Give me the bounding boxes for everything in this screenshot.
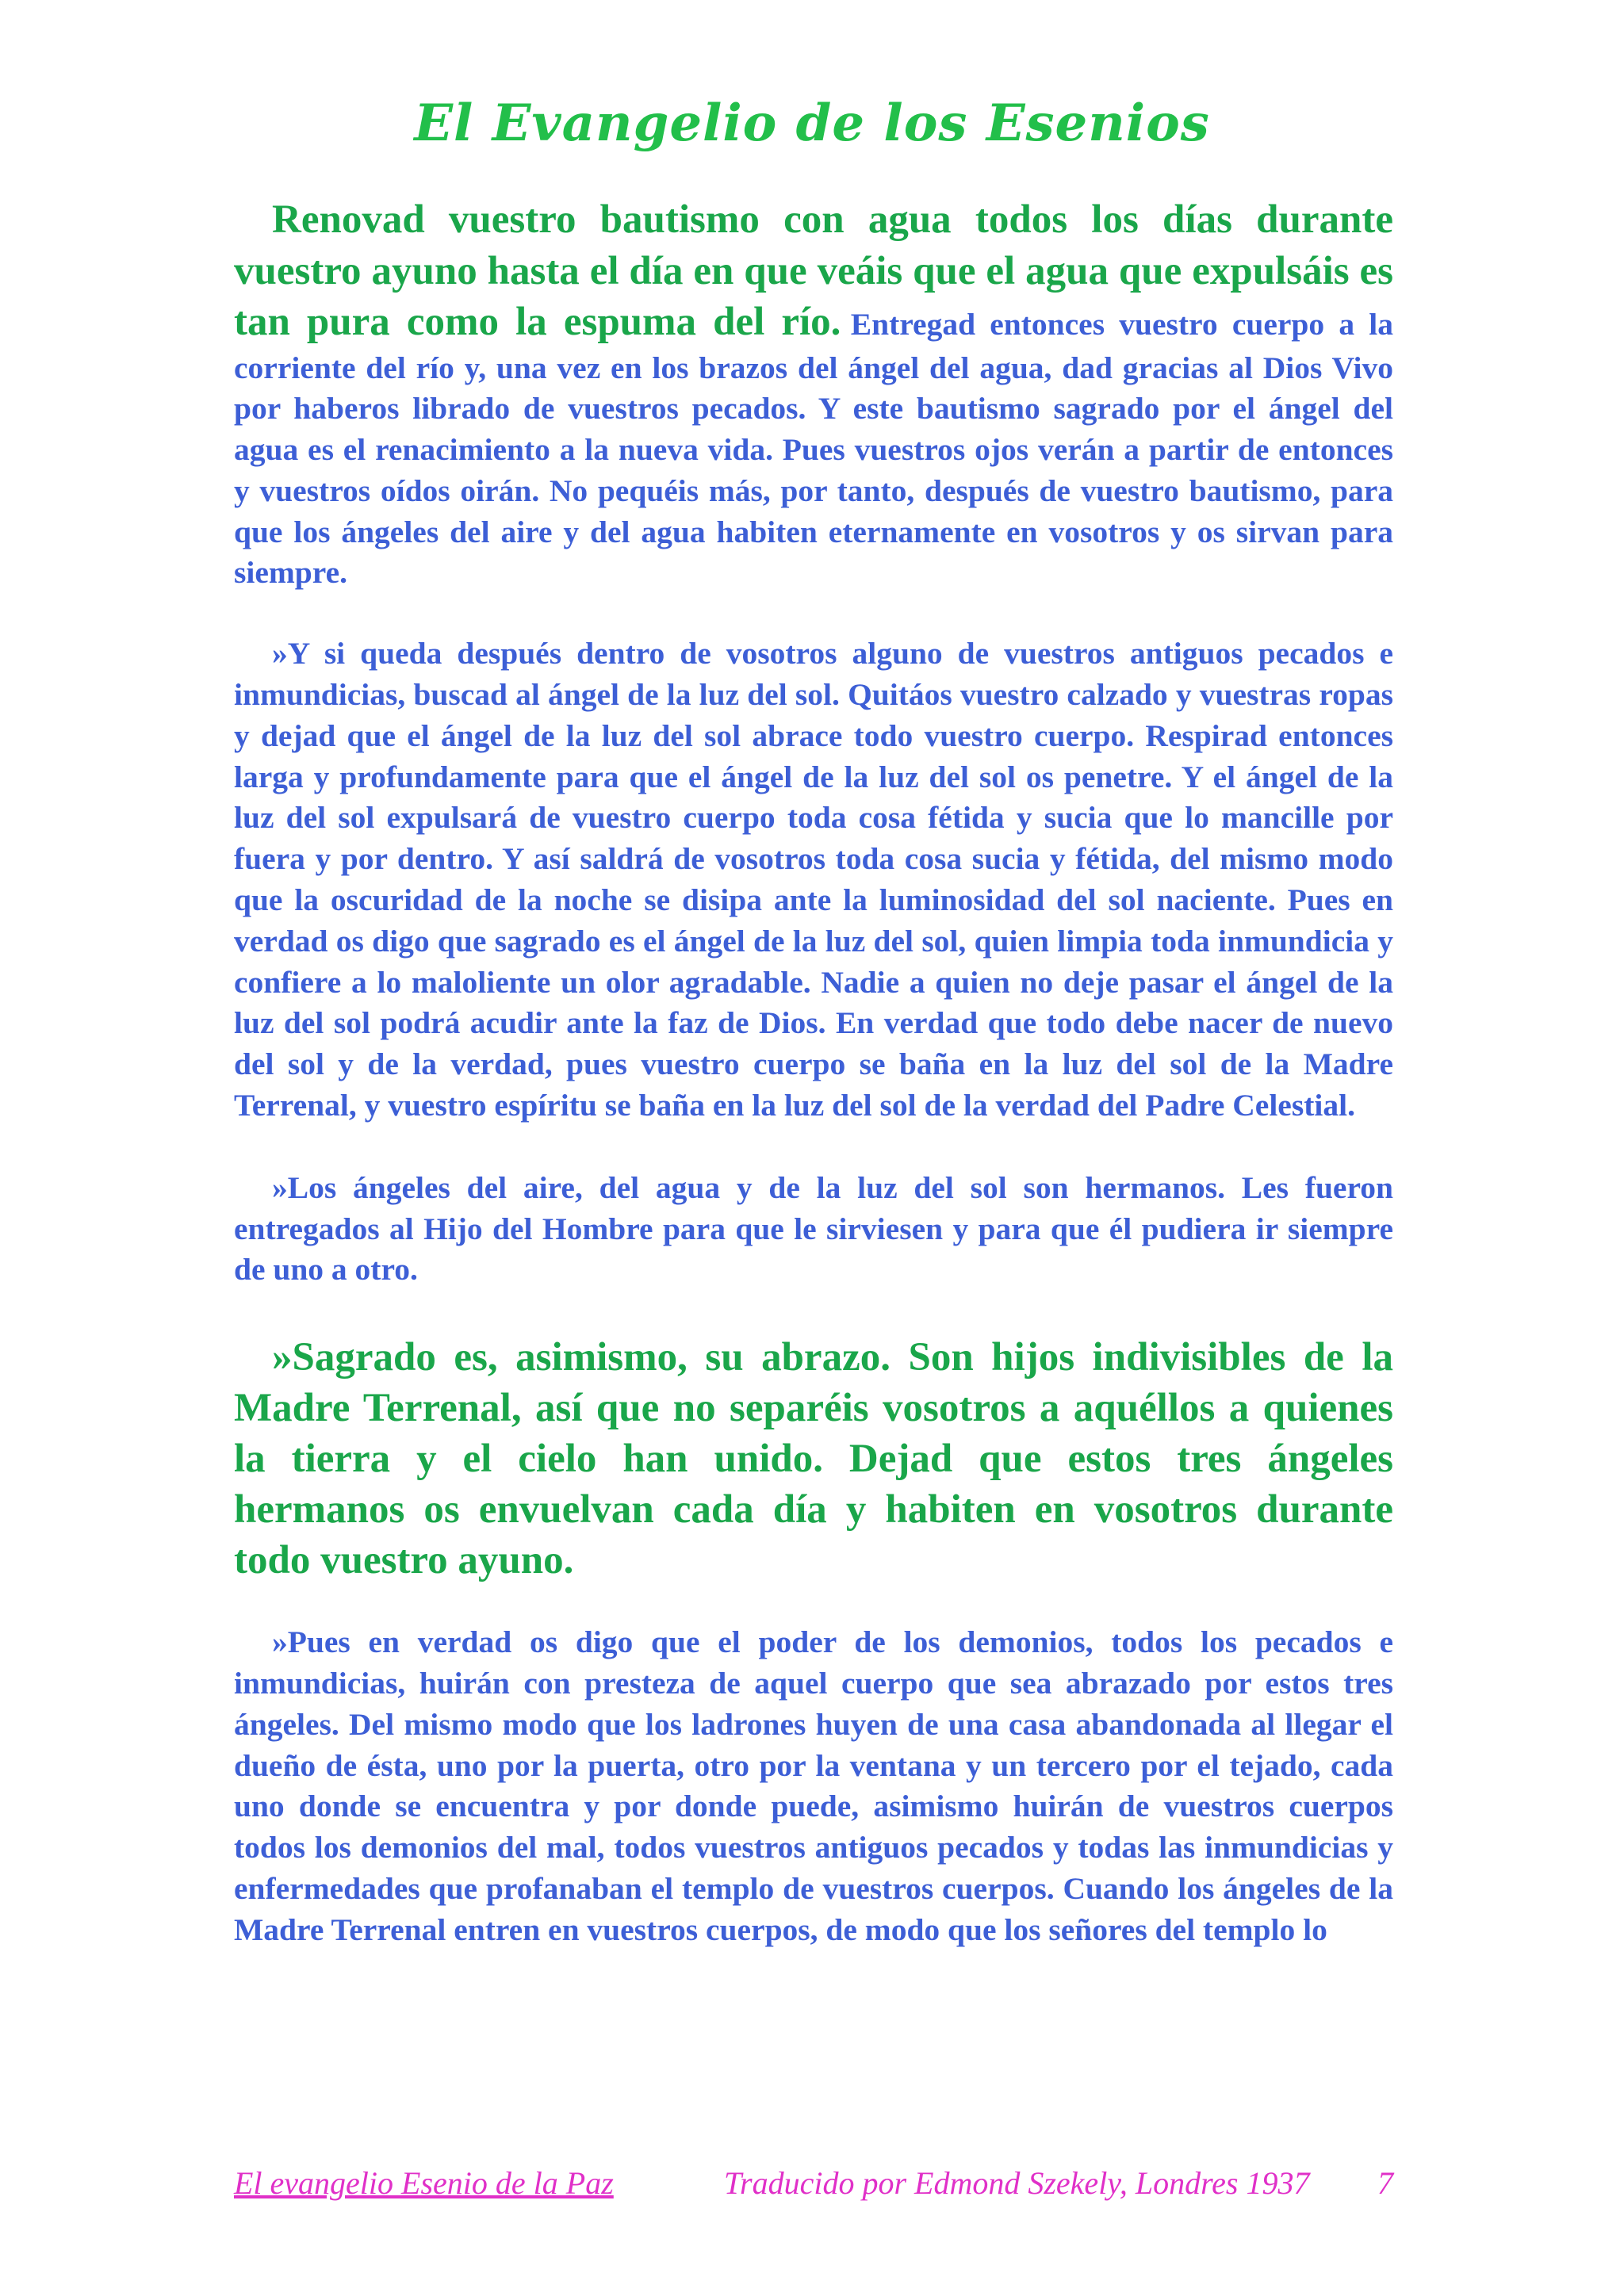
body-text: [234, 194, 1393, 1992]
page-header-title: El Evangelio de los Esenios: [414, 94, 1210, 153]
paragraph-1-lead: Renovad vuestro bautismo con agua todos los días durante vuestro ayuno hasta el día en que veáis que el agua que expulsáis es tan pura como la espuma del río.: [234, 197, 1393, 344]
paragraph-5: »Pues en verdad os digo que el poder de los demonios, todos los pecados e inmundicias, huirán con presteza de aquel cuerpo que sea abrazado por estos tres ángeles. Del mismo modo que los ladrones huyen de una casa abandonada al llegar el dueño de ésta, uno por la puerta, otro por la ventana y un tercero por el tejado, cada uno donde se encuentra y por donde puede, asimismo huirán de vuestros cuerpos todos los demonios del mal, todos vuestros antiguos pecados y todas las inmundicias y enfermedades que profanaban el templo de vuestros cuerpos. Cuando los ángeles de la Madre Terrenal entren en vuestros cuerpos, de modo que los señores del templo lo: [234, 1624, 1393, 1947]
paragraph-1-rest: Entregad entonces vuestro cuerpo a la corriente del río y, una vez en los brazos del ángel del agua, dad gracias al Dios Vivo por haberos librado de vuestros pecados. Y este bautismo sagrado por el ángel del agua es el renacimiento a la nueva vida. Pues vuestros ojos verán a partir de entonces y vuestros oídos oirán. No pequéis más, por tanto, después de vuestro bautismo, para que los ángeles del aire y del agua habiten eternamente en vosotros y os sirvan para siempre.: [234, 307, 1394, 591]
paragraph-1: [234, 194, 1393, 594]
paragraph-2: »Y si queda después dentro de vosotros alguno de vuestros antiguos pecados e inmundicias, buscad al ángel de la luz del sol. Quitáos vuestro calzado y vuestras ropas y dejad que el ángel de la luz del sol abrace todo vuestro cuerpo. Respirad entonces larga y profundamente para que el ángel de la luz del sol os penetre. Y el ángel de la luz del sol expulsará de vuestro cuerpo toda cosa fétida y sucia que lo mancille por fuera y por dentro. Y así saldrá de vosotros toda cosa sucia y fétida, del mismo modo que la oscuridad de la noche se disipa ante la luminosidad del sol naciente. Pues en verdad os digo que sagrado es el ángel de la luz del sol, quien limpia toda inmundicia y confiere a lo maloliente un olor agradable. Nadie a quien no deje pasar el ángel de la luz del sol podrá acudir ante la faz de Dios. En verdad que todo debe nacer de nuevo del sol y de la verdad, pues vuestro cuerpo se baña en la luz del sol de la Madre Terrenal, y vuestro espíritu se baña en la luz del sol de la verdad del Padre Celestial.: [234, 636, 1393, 1123]
footer-translator: Traducido por Edmond Szekely, Londres 1937: [724, 2165, 1310, 2201]
footer-book-title: El evangelio Esenio de la Paz: [234, 2165, 614, 2201]
footer-page-number: 7: [1377, 2165, 1393, 2201]
paragraph-4: »Sagrado es, asimismo, su abrazo. Son hijos indivisibles de la Madre Terrenal, así que no separéis vosotros a aquéllos a quienes la tierra y el cielo han unido. Dejad que estos tres ángeles hermanos os envuelvan cada día y habiten en vosotros durante todo vuestro ayuno.: [234, 1335, 1393, 1583]
paragraph-3: »Los ángeles del aire, del agua y de la luz del sol son hermanos. Les fueron entregados al Hijo del Hombre para que le sirviesen y para que él pudiera ir siempre de uno a otro.: [234, 1169, 1393, 1288]
